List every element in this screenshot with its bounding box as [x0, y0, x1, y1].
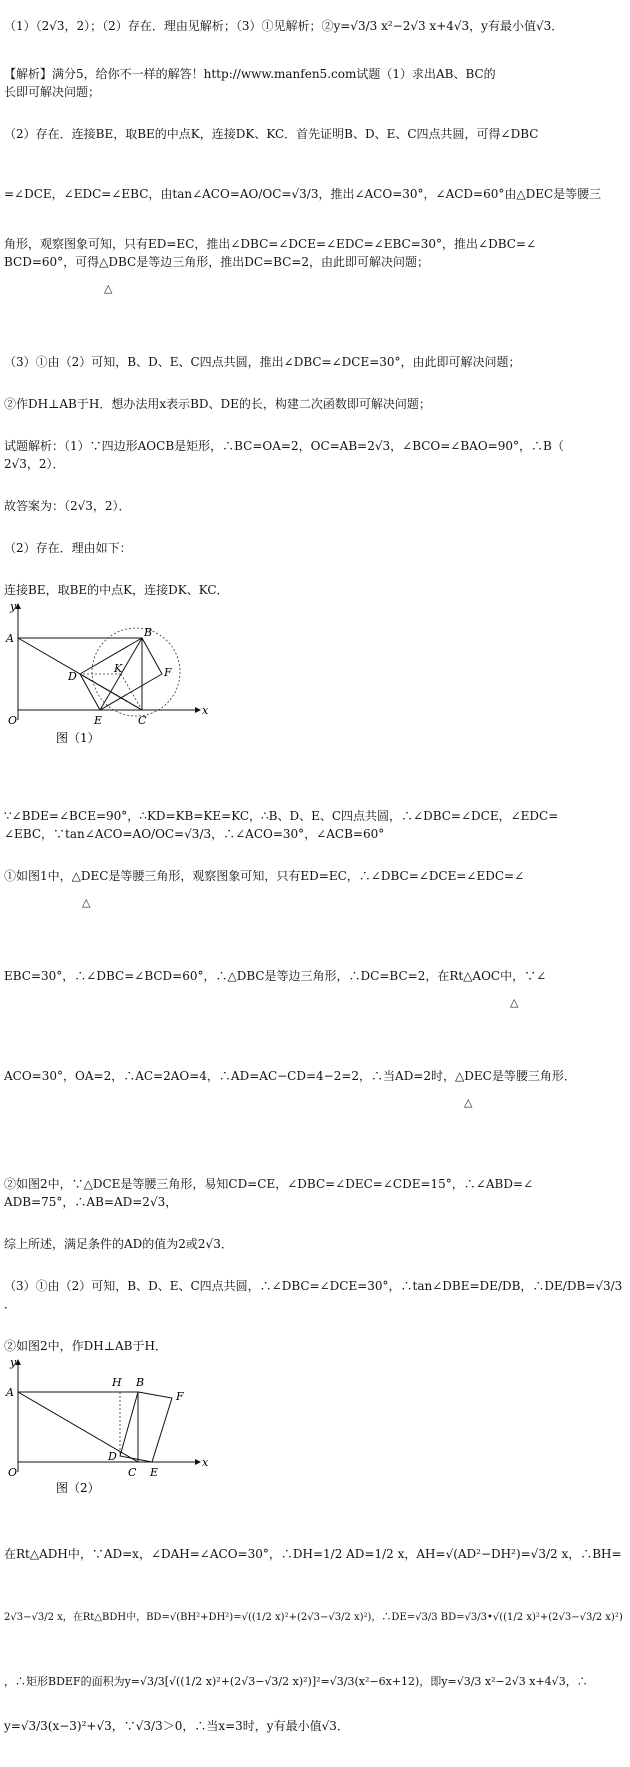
solution-line: ∵∠BDE=∠BCE=90°，∴KD=KB=KE=KC，∴B、D、E、C四点共圆，∴∠DBC=∠DCE，∠EDC=: [4, 809, 559, 823]
solution-line: 2√3，2）．: [4, 457, 65, 471]
solution-line: ∠EBC，∵tan∠ACO=AO/OC=√3/3，∴∠ACO=30°，∠ACB=60°: [4, 827, 385, 841]
rectangle-bdef: [120, 1392, 172, 1462]
label-f: F: [176, 1390, 184, 1403]
label-h: H: [112, 1376, 122, 1389]
figure-2: [4, 1356, 214, 1506]
label-c: C: [128, 1466, 137, 1479]
label-a: A: [6, 632, 14, 645]
triangle-glyph: △: [82, 896, 91, 909]
label-x: x: [202, 1456, 209, 1469]
analysis-line: （2）存在．连接BE，取BE的中点K，连接DK、KC．首先证明B、D、E、C四点共圆，可得∠DBC: [4, 127, 539, 141]
analysis-line: BCD=60°，可得△DBC是等边三角形，推出DC=BC=2，由此即可解决问题；: [4, 255, 430, 269]
solution-line: ，∴矩形BDEF的面积为y=√3/3[√((1/2 x)²+(2√3−√3/2 x)²)]²=√3/3(x²−6x+12)，即y=√3/3 x²−2√3 x+4√3，∴: [4, 1675, 588, 1688]
label-a: A: [6, 1386, 14, 1399]
solution-line: ADB=75°，∴AB=AD=2√3，: [4, 1195, 178, 1209]
analysis-line: 长即可解决问题；: [4, 85, 101, 99]
segment-dc: [80, 674, 142, 710]
analysis-line: ②作DH⊥AB于H．想办法用x表示BD、DE的长，构建二次函数即可解决问题；: [4, 397, 431, 411]
label-b: B: [136, 1376, 145, 1389]
label-d: D: [108, 1450, 117, 1463]
solution-line: ①如图1中，△DEC是等腰三角形，观察图象可知，只有ED=EC，∴∠DBC=∠DCE=∠EDC=∠: [4, 869, 525, 883]
label-y: y: [10, 600, 17, 613]
solution-line: 故答案为：（2√3，2）．: [4, 499, 131, 513]
solution-line: y=√3/3(x−3)²+√3，∵√3/3＞0，∴当x=3时，y有最小值√3．: [4, 1719, 349, 1733]
solution-line: （3）①由（2）可知，B、D、E、C四点共圆，∴∠DBC=∠DCE=30°，∴tan∠DBE=DE/DB，∴DE/DB=√3/3: [4, 1279, 623, 1293]
label-e: E: [150, 1466, 159, 1479]
label-f: F: [164, 666, 172, 679]
solution-line: 试题解析：（1）∵四边形AOCB是矩形，∴BC=OA=2，OC=AB=2√3，∠BCO=∠BAO=90°，∴B（: [4, 439, 564, 453]
label-y: y: [10, 1356, 17, 1369]
segment-kc: [121, 674, 142, 710]
solution-line: ACO=30°，OA=2，∴AC=2AO=4，∴AD=AC−CD=4−2=2，∴当AD=2时，△DEC是等腰三角形．: [4, 1069, 576, 1083]
answer-line: （1）（2√3，2）；（2）存在．理由见解析；（3）①见解析；②y=√3/3 x²−2√3 x+4√3，y有最小值√3．: [4, 19, 564, 33]
solution-line: ②如图2中，作DH⊥AB于H．: [4, 1339, 167, 1353]
solution-line: （2）存在．理由如下：: [4, 541, 132, 555]
solution-line: ②如图2中，∵△DCE是等腰三角形，易知CD=CE，∠DBC=∠DEC=∠CDE=15°，∴∠ABD=∠: [4, 1177, 534, 1191]
analysis-line: 角形，观察图象可知，只有ED=EC，推出∠DBC=∠DCE=∠EDC=∠EBC=30°，推出∠DBC=∠: [4, 237, 537, 251]
figure-1-caption: 图（1）: [56, 731, 100, 745]
label-o: O: [8, 714, 18, 727]
solution-line: 在Rt△ADH中，∵AD=x，∠DAH=∠ACO=30°，∴DH=1/2 AD=1/2 x，AH=√(AD²−DH²)=√3/2 x，∴BH=: [4, 1547, 622, 1561]
label-e: E: [94, 714, 103, 727]
label-o: O: [8, 1466, 18, 1479]
figure-2-caption: 图（2）: [56, 1481, 100, 1495]
triangle-glyph: △: [104, 282, 113, 295]
label-k: K: [114, 662, 123, 675]
analysis-line: 【解析】满分5，给你不一样的解答！http://www.manfen5.com试题（1）求出AB、BC的: [4, 67, 496, 81]
label-x: x: [202, 704, 209, 717]
analysis-line: （3）①由（2）可知，B、D、E、C四点共圆，推出∠DBC=∠DCE=30°，由此即可解决问题；: [4, 355, 521, 369]
solution-line: EBC=30°，∴∠DBC=∠BCD=60°，∴△DBC是等边三角形，∴DC=BC=2，在Rt△AOC中，∵∠: [4, 969, 547, 983]
analysis-line: =∠DCE，∠EDC=∠EBC，由tan∠ACO=AO/OC=√3/3，推出∠ACO=30°，∠ACD=60°由△DEC是等腰三: [4, 187, 602, 201]
solution-line: 综上所述，满足条件的AD的值为2或2√3．: [4, 1237, 233, 1251]
solution-line: ．: [4, 1297, 17, 1311]
solution-line: 2√3−√3/2 x，在Rt△BDH中，BD=√(BH²+DH²)=√((1/2 x)²+(2√3−√3/2 x)²)，∴DE=√3/3 BD=√3/3•√((1/2 x)²+(2√3−√3/2 x)²): [4, 1612, 623, 1623]
label-c: C: [138, 714, 147, 727]
segment-ac: [18, 1392, 138, 1462]
figure-1: [4, 600, 214, 750]
triangle-glyph: △: [510, 996, 519, 1009]
label-d: D: [68, 670, 77, 683]
solution-line: 连接BE，取BE的中点K，连接DK、KC．: [4, 583, 229, 597]
triangle-glyph: △: [464, 1096, 473, 1109]
label-b: B: [144, 626, 153, 639]
